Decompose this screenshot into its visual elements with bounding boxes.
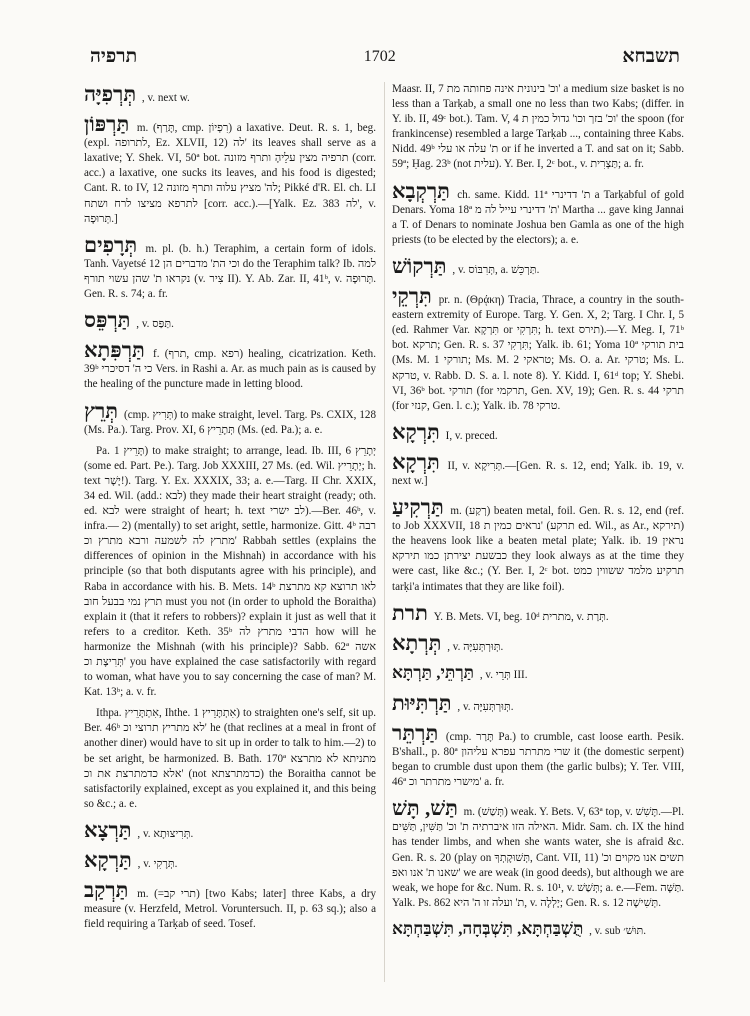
entry-definition: , v. תְּרָקִי. xyxy=(137,858,178,871)
dictionary-entry xyxy=(392,82,684,173)
entry-headword: תַּרְפִּתָא xyxy=(84,338,145,363)
entry-headword: תְּרְתָא xyxy=(392,630,442,655)
entry-definition: (cmp. תְּרִיץ) to make straight, level. Targ. Ps. CXIX, 128 (Ms. Pa.). Targ. Prov. XI, 6 תְּתָרֵיץ (Ms. (ed. Pa.); a. e. xyxy=(84,408,376,436)
entry-definition: , v. next w. xyxy=(141,92,190,104)
dictionary-entry xyxy=(392,721,684,790)
dictionary-entry xyxy=(84,706,376,812)
entry-headword: תַּרְתֵּר xyxy=(392,720,439,745)
dictionary-entry xyxy=(392,601,684,625)
entry-headword: תַּרְקִיעַ xyxy=(392,495,444,520)
left-column xyxy=(84,82,376,938)
entry-headword: תַּרְצָא xyxy=(84,817,132,842)
dictionary-entry xyxy=(84,112,376,227)
dictionary-entry xyxy=(392,691,684,715)
dictionary-entry xyxy=(84,818,376,842)
column-divider xyxy=(384,82,385,982)
entry-definition: m. (=תרי קב) [two Kabs; later] three Kabs, a dry measure (v. Herzfeld, Metrol. Voruntersuch. II, p. 63 sq.); also a field requiring a Tarḳab of seed. Tosef. xyxy=(84,888,376,931)
entry-definition: , v. תְּרִבּוֹס, a. תַּרְכֵּשׁ. xyxy=(452,263,540,276)
entry-headword: תרת xyxy=(392,600,428,625)
dictionary-entry xyxy=(84,338,376,392)
entry-headword: תַּרְקַב xyxy=(84,878,129,903)
dictionary-entry xyxy=(84,444,376,701)
entry-headword: תַּרְתִּיּוּת xyxy=(392,690,452,715)
entry-headword: תַּרְתֵּי, תַּרְתָּא xyxy=(392,662,475,682)
dictionary-entry xyxy=(84,848,376,872)
entry-headword: תַּרְפּוֹן xyxy=(84,112,130,137)
dictionary-entry xyxy=(392,254,684,278)
dictionary-entry xyxy=(392,495,684,595)
entry-definition: Maasr. II, 7 וכ' בינונית אינה פחותה מת' a medium size basket is no less than a Tarḳab, a small one no less than two Kabs; (differ. in Y. ib. II, 49ᶜ bot.). Tam. V, 4 וכ' בזך וכו' גדול כמין ת' the spoon (for frankincense) resembled a large Tarḳab ..., containing three Kabs. Nidd. 49ᵇ ת' עלה או עלי or if he inverted a T. and sat on it; Sabb. 59ª; Ḥag. 23ᵇ (not עלית). Y. Ber. I, 2ᶜ bot., v. תַּצְרִית; a. fr. xyxy=(392,83,684,171)
entry-definition: m. (רְקַע) beaten metal, foil. Gen. R. s. 12, end (ref. to Job XXXVII, 18 נראים כמין ת' (תרקע ed. Wil., as Ar., תירקא) the heavens look like a beaten metal plate; Yalk. ib. 19 נראין כבשעת יצירתן כמו תירקא they look always as at the time they were cast, like &c.; (Y. Ber. I, 2ᶜ bot. תרקיע מלמד ששווין כמט tarḳi'a intimates that they are like foil). xyxy=(392,505,685,593)
entry-headword: תַּרְקְבָא xyxy=(392,178,450,203)
entry-headword: תַּרְקוֹשׁ xyxy=(392,253,447,278)
dictionary-entry xyxy=(392,917,684,941)
entry-definition: , v. תְּרֵי III. xyxy=(479,668,528,681)
entry-definition: Pa. תָּרֵיץ 1) to make straight; to arrange, lead. Ib. III, 6 יְתָרֵץ (some ed. Part. Pe.). Targ. Job XXXIII, 27 Ms. (ed. Wil. יְתָרֵיץ; h. text יָשָׁר!). Targ. Y. Ex. XXXIX, 33; a. e.—Targ. II Chr. XXIX, 34 ed. Wil. (add.: לבא) they made their heart straight (ready; oth. ed. לבא were straight of heart; h. text לב ישרי).—Ber. 46ᵇ, v. infra.— 2) (mentally) to set aright, settle, harmonize. Gitt. 4ᵇ רבה מתרץ לה לשמעה ורבא מתרץ וכ' Rabbah settles (explains the differences of opinion in the Mishnah) in accordance with his principle (so that both disputants agree with his principle), and Raba in accordance with his. B. Mets. 14ᵇ לאו תרוצא קא מתרצת תרץ נמי בבעל חוב must you not (in order to uphold the Boraitha) explain it (that it refers to robbers)? explain it just as well that it refers to a creditor. Keth. 35ᵇ הדבי מתרץ לה how will he harmonize the Mishnah (with his principle)? Sabb. 62ª אשה תְּרִיצָת וכ' you have explained the case satisfactorily with regard to woman, what have you to say concerning the case of man? M. Kat. 13ᵇ; a. v. fr. xyxy=(84,444,377,699)
header-right-word: תשבחא xyxy=(622,46,680,67)
entry-definition: m. (תְּשַׁשׁ) weak. Y. Bets. V, 63ª top, v. תָּשִׁשׁ.—Pl. האילה הזו איברתיה ת' וכ' תַּשִּׁין, תַּשִּׁים. Midr. Sam. ch. IX the hind has tender limbs, and when she wants water, she is afraid &c. Gen. R. s. 20 (play on תְּשׁוּקָתְךָ, Cant. VII, 11) תשים אנו מקוים וכ' שאנו ת' אנו ואפ' we are weak (in good deeds), but although we are weak, we hope for &c. Num. R. s. 10¹, v. תְּשַׁשׁ; a. e.—Fem. תַּשָּׁה. Yalk. Ps. 862 ת' ועלה זו ה' היא, v. יָלְלָה; Gen. R. s. 12 תְּשִׁישָׁה. xyxy=(392,806,685,909)
entry-definition: , v. תְּרִיצוּתָא. xyxy=(137,827,194,840)
entry-definition: ch. same. Kidd. 11ª ת' דדינרי a Tarḳabful of gold Denars. Yoma 18ª ת' דדינרי עייל לה מ' Martha ... gave king Jannai a T. of Denars to nominate Joshua ben Gamla as one of the high priests (to be elected by the electors); a. e. xyxy=(392,188,685,246)
dictionary-entry xyxy=(392,179,684,248)
right-column xyxy=(392,82,684,947)
entry-headword: תִּרְקָא xyxy=(392,449,440,474)
header-left-word: תרפיה xyxy=(90,46,138,67)
entry-definition: II, v. תְּרִיקָא.—[Gen. R. s. 12, end; Yalk. ib. 19, v. next w.] xyxy=(392,459,685,487)
entry-headword: תִּרְקָא xyxy=(392,419,440,444)
entry-definition: , v. sub תּוּשׁ׳. xyxy=(589,924,647,937)
entry-definition: f. (תרף, cmp. רפא) healing, cicatrization. Keth. 39ᵇ כי ה' דסיכרי Vers. in Rashi a. Ar. as much pain as is caused by the healing of the puncture made in letting blood. xyxy=(84,348,377,391)
entry-headword: תֻּשְׁבַּחְתָּא, תִּשְׁבְּחָה, תִּשְׁבַּחְתָּא xyxy=(392,918,584,938)
entry-headword: תִּרְקֵי xyxy=(392,284,432,309)
dictionary-entry xyxy=(392,661,684,685)
entry-headword: תַּרְקָא xyxy=(84,848,132,873)
page-number: 1702 xyxy=(363,48,396,65)
entry-definition: pr. n. (Θρᾴκη) Tracia, Thrace, a country in the south-eastern extremity of Europe. Targ. Y. Gen. X, 2; Targ. I Chr. I, 5 (ed. Rahmer Var. תִּרְקָא or תִּרְקִי; h. text תירס).—Y. Meg. I, 71ᵇ bot. תרקא; Gen. R. s. 37 תִּרְקִי; Yalk. ib. 61; Yoma 10ª בית תורקי (Ms. M. 1 תורקי; Ms. M. 2 טראקי; Ms. O. a. Ar. טרקי; Ms. L. טרקא, v. Rabb. D. S. a. l. note 8). Y. Kidd. I, 61ᵈ top; Y. Shebi. VI, 36ᵇ bot. תורקי (for תרקמי, Gen. XV, 19); Gen. R. s. 44 תרקי (for קנזי, Gen. l. c.); Yalk. ib. 78 טרקי. xyxy=(392,294,685,412)
entry-definition: , v. תְּוּרְתְּעִיָּה. xyxy=(447,640,504,653)
entry-headword: תְּרָפִים xyxy=(84,232,138,257)
entry-headword: תְּרְפִיָּה xyxy=(84,82,137,106)
entry-definition: Y. B. Mets. VI, beg. 10ᵈ מתרית, v. תְּרַת. xyxy=(433,610,609,623)
dictionary-entry xyxy=(392,631,684,655)
dictionary-entry xyxy=(84,233,376,302)
page-header xyxy=(90,44,680,70)
dictionary-entry xyxy=(84,399,376,438)
dictionary-entry xyxy=(392,420,684,444)
entry-definition: Ithpa. אִתְתָּרֵיץ, Ihthe. אִתְתָּרֵיץ 1) to straighten one's self, sit up. Ber. 46ᵇ לא מתריץ תרוצי וכ' he (that reclines at a meal in front of another diner) would have to sit up in order to talk to him.—2) to be set aright, be harmonized. B. Bath. 170ª מתניתא לא מתרצא אלא כדמתרצת את וכ' (not כדמתרצתא) the Boraitha cannot be satisfactorily explained, except as you explained it, and this being so &c.; a. e. xyxy=(84,707,377,810)
entry-headword: תַּרְפֵּס xyxy=(84,308,131,333)
entry-definition: m. pl. (b. h.) Teraphim, a certain form of idols. Tanh. Vayetsé 12 וכי הת' מדברים הן do the Teraphim talk? Ib. למה נקראו ת' שהן עשוי תורף (v. צִיר II). Y. Ab. Zar. II, 41ᵇ, v. תְּרוּפָה. Gen. R. s. 74; a. fr. xyxy=(84,242,377,301)
entry-definition: (cmp. תָּרַר Pa.) to crumble, cast loose earth. Pesik. B'shall., p. 80ª שרי מתרתר עפרא עליהון it (the domestic serpent) began to crumble dust upon them (the garlic bulbs); Y. Ter. VIII, 46ª מישרי מתרתר וכ' a. fr. xyxy=(392,730,684,789)
entry-definition: , v. תְּוּרְתְּעִיָּה. xyxy=(457,700,514,713)
entry-headword: תְּרֵץ xyxy=(84,398,119,423)
entry-headword: תַּשׁ, תָּשׁ xyxy=(392,796,458,821)
dictionary-entry xyxy=(84,308,376,332)
entry-definition: m. (תָּרַף, cmp. רִפְיוֹן) a laxative. Deut. R. s. 1, beg. (expl. לתרופה, Ez. XLVII, 12) לה' its leaves shall serve as a laxative; Y. Shek. VI, 50ª bot. תרפיה מצין עלֵיהָ ותרף מזונה (corr. acc.) a laxative, one sucks its leaves, and his food is digested; Cant. R. to IV, 12 לה' מציץ עלוה ותרף מזונה; Pikké d'R. El. ch. LI לתרפא מציצו לרח ושתח [corr. acc.).—[Yalk. Ez. 383 לה', v. תְּרוּפָה.] xyxy=(84,122,376,225)
dictionary-entry xyxy=(392,284,684,414)
entry-definition: , v. תַּפַּס. xyxy=(136,318,174,331)
dictionary-entry xyxy=(392,796,684,911)
dictionary-entry xyxy=(84,878,376,932)
entry-definition: I, v. preced. xyxy=(445,429,498,442)
dictionary-entry xyxy=(392,450,684,489)
dictionary-entry xyxy=(84,82,376,106)
